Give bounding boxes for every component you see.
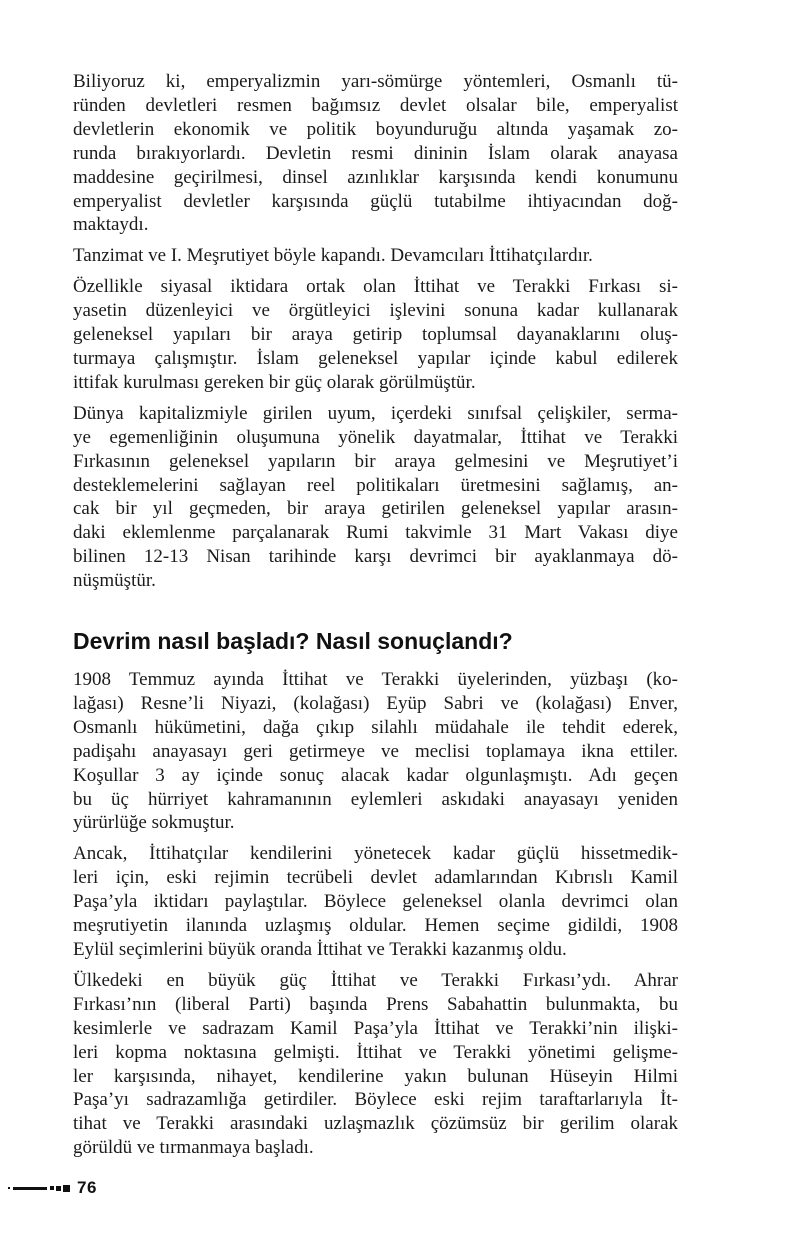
text-line: ler karşısında, nihayet, kendilerine yakın bulunan Hüseyin Hilmi bbox=[73, 1065, 678, 1087]
text-line: Ancak, İttihatçılar kendilerini yönetecek kadar güçlü hissetmedik- bbox=[73, 843, 678, 865]
text-line: Eylül seçimlerini büyük oranda İttihat ve Terakki kazanmış oldu. bbox=[73, 939, 567, 960]
text-line: bu üç hürriyet kahramanının eylemleri askıdaki anayasayı yeniden bbox=[73, 788, 678, 810]
section-heading: Devrim nasıl başladı? Nasıl sonuçlandı? bbox=[73, 628, 513, 655]
text-line: Osmanlı hükümetini, dağa çıkıp silahlı müdahale ile tehdit ederek, bbox=[73, 716, 678, 738]
text-line: nüşmüştür. bbox=[73, 570, 156, 592]
paragraph bbox=[73, 244, 678, 268]
text-line: geleneksel yapıları bir araya getirip toplumsal dayanaklarını oluş- bbox=[73, 324, 678, 346]
text-line: Dünya kapitalizmiyle girilen uyum, içerdeki sınıfsal çelişkiler, serma- bbox=[73, 402, 678, 424]
text-line: ründen devletleri resmen bağımsız devlet olsalar bile, emperyalist bbox=[73, 94, 678, 116]
text-line: maktaydı. bbox=[73, 214, 149, 236]
text-line: devletlerin ekonomik ve politik boyunduruğu altında yaşamak zo- bbox=[73, 118, 678, 140]
text-line: Paşa’yı sadrazamlığa getirdiler. Böylece eski rejim taraftarlarıyla İt- bbox=[73, 1089, 678, 1111]
text-line: Paşa’yla iktidarı paylaştılar. Böylece geleneksel olanla devrimci olan bbox=[73, 891, 678, 913]
paragraph bbox=[73, 668, 678, 835]
ornament-dot bbox=[8, 1187, 10, 1189]
text-line: leri kopma noktasına gelmişti. İttihat ve Terakki yönetimi gelişme- bbox=[73, 1041, 678, 1063]
text-line: Özellikle siyasal iktidara ortak olan İttihat ve Terakki Fırkası si- bbox=[73, 276, 678, 298]
footer-ornament bbox=[8, 1185, 70, 1192]
text-line: turmaya çalışmıştır. İslam geleneksel yapılar içinde kabul edilerek bbox=[73, 347, 678, 369]
paragraph bbox=[73, 275, 678, 395]
text-line: lağası) Resne’li Niyazi, (kolağası) Eyüp Sabri ve (kolağası) Enver, bbox=[73, 692, 678, 714]
text-line: leri için, eski rejimin tecrübeli devlet adamlarından Kıbrıslı Kamil bbox=[73, 867, 678, 889]
text-line: Ülkedeki en büyük güç İttihat ve Terakki Fırkası’ydı. Ahrar bbox=[73, 969, 678, 991]
square-marker-medium bbox=[56, 1186, 61, 1191]
square-marker-small bbox=[50, 1186, 54, 1190]
page-number: 76 bbox=[77, 1178, 97, 1197]
text-line: 1908 Temmuz ayında İttihat ve Terakki üyelerinden, yüzbaşı (ko- bbox=[73, 669, 678, 691]
paragraph bbox=[73, 969, 678, 1160]
text-line: runda bırakıyorlardı. Devletin resmi dininin İslam olarak anayasa bbox=[73, 142, 678, 164]
page-footer bbox=[8, 1179, 97, 1197]
text-line: Fırkasının geleneksel yapıların bir araya gelmesini ve Meşrutiyet’i bbox=[73, 450, 678, 472]
text-line: ittifak kurulması gereken bir güç olarak görülmüştür. bbox=[73, 371, 476, 393]
text-line: yürürlüğe sokmuştur. bbox=[73, 812, 235, 834]
text-line: cak bir yıl geçmeden, bir araya getirilen geleneksel yapılar arasın- bbox=[73, 498, 678, 520]
text-line: daki eklemlenme parçalanarak Rumi takvimle 31 Mart Vakası diye bbox=[73, 522, 678, 544]
text-line: desteklemelerini sağlayan reel politikaları üretmesini sağlamış, an- bbox=[73, 474, 678, 496]
text-line: maddesine geçirilmesi, dinsel azınlıklar karşısında kendi konumunu bbox=[73, 166, 678, 188]
text-line: kesimlerle ve sadrazam Kamil Paşa’yla İttihat ve Terakki’nin ilişki- bbox=[73, 1017, 678, 1039]
body-text bbox=[73, 70, 678, 1167]
text-line: Fırkası’nın (liberal Parti) başında Prens Sabahattin bulunmakta, bu bbox=[73, 993, 678, 1015]
text-line: bilinen 12-13 Nisan tarihinde karşı devrimci bir ayaklanmaya dö- bbox=[73, 546, 678, 568]
paragraph bbox=[73, 70, 678, 237]
paragraph bbox=[73, 842, 678, 962]
text-line: Koşullar 3 ay içinde sonuç alacak kadar olgunlaşmıştı. Adı geçen bbox=[73, 764, 678, 786]
text-line: Tanzimat ve I. Meşrutiyet böyle kapandı. Devamcıları İttihatçılardır. bbox=[73, 245, 593, 267]
text-line: Biliyoruz ki, emperyalizmin yarı-sömürge yöntemleri, Osmanlı tü- bbox=[73, 71, 678, 92]
text-line: padişahı anayasayı geri getirmeye ve meclisi toplamaya ikna ettiler. bbox=[73, 740, 678, 762]
text-line: yasetin düzenleyici ve örgütleyici işlevini sonuna kadar kullanarak bbox=[73, 300, 678, 322]
ornament-rule bbox=[13, 1187, 47, 1190]
square-marker-large bbox=[63, 1185, 70, 1192]
text-line: emperyalist devletler karşısında güçlü tutabilme ihtiyacından doğ- bbox=[73, 190, 678, 212]
text-line: meşrutiyetin ilanında uzlaşmış oldular. Hemen seçime gidildi, 1908 bbox=[73, 915, 678, 937]
text-line: görüldü ve tırmanmaya başladı. bbox=[73, 1137, 314, 1159]
text-line: ye egemenliğinin oluşumuna yönelik dayatmalar, İttihat ve Terakki bbox=[73, 426, 678, 448]
text-line: tihat ve Terakki arasındaki uzlaşmazlık çözümsüz bir gerilim olarak bbox=[73, 1113, 678, 1135]
paragraph bbox=[73, 402, 678, 593]
